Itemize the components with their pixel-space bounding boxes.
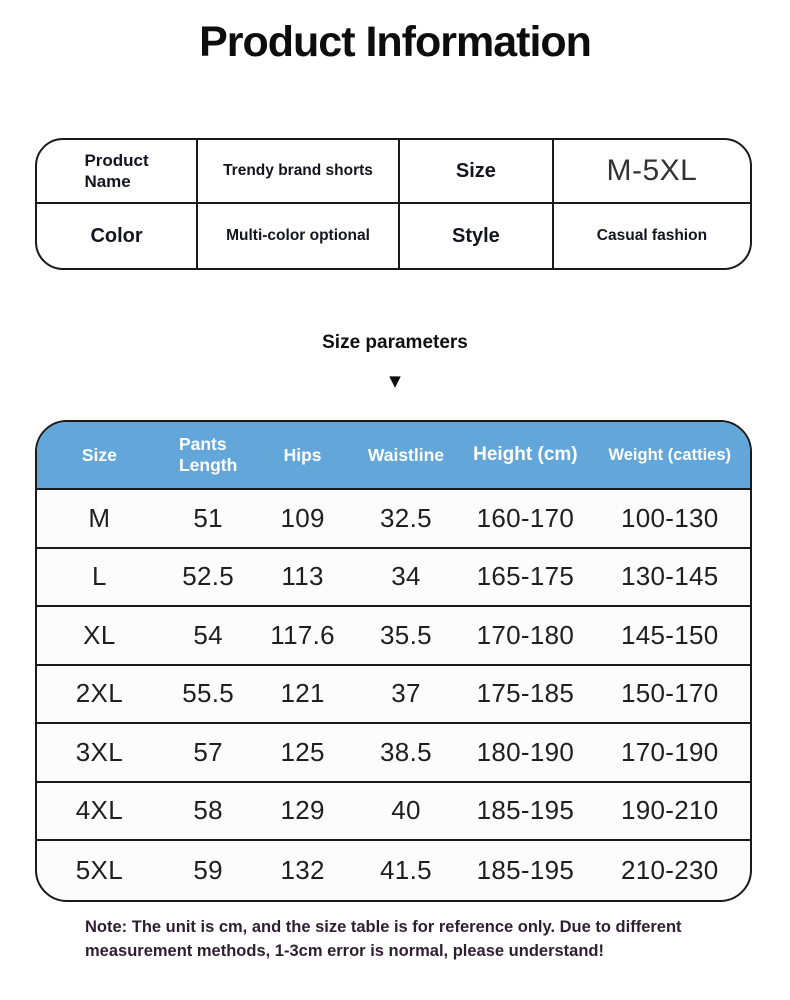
product-name-label-cell [37, 140, 198, 202]
cell-size: 3XL [75, 736, 123, 767]
cell-waistline: 34 [391, 561, 421, 592]
product-info-row [37, 140, 750, 204]
cell-hips: 117.6 [270, 619, 335, 650]
cell-height: 175-185 [476, 678, 575, 709]
col-header-pants-length-text: Pants Length [178, 434, 238, 475]
cell-hips: 113 [281, 561, 324, 592]
cell-size: M [88, 502, 111, 533]
cell-height: 185-195 [476, 854, 575, 885]
col-header-weight: Weight (catties) [608, 445, 732, 464]
cell-waistline: 38.5 [380, 736, 432, 767]
cell-pants-length: 51 [193, 502, 223, 533]
cell-hips: 129 [280, 795, 325, 826]
table-row-5xl [37, 841, 750, 900]
size-label: Size [400, 140, 554, 202]
table-row-3xl [37, 724, 750, 783]
product-name-value: Trendy brand shorts [198, 140, 400, 202]
cell-pants-length: 52.5 [182, 561, 235, 592]
col-header-hips: Hips [283, 444, 322, 465]
col-header-pants-length [162, 422, 255, 488]
cell-size: 5XL [75, 854, 123, 885]
cell-pants-length: 58 [193, 795, 223, 826]
size-table [35, 420, 752, 902]
cell-size: XL [83, 619, 116, 650]
size-table-body [37, 490, 750, 900]
table-row-xl [37, 607, 750, 666]
cell-pants-length: 54 [193, 619, 223, 650]
cell-size: 2XL [75, 678, 123, 709]
cell-weight: 130-145 [620, 561, 719, 592]
col-header-height: Height (cm) [473, 444, 578, 466]
cell-size: 4XL [75, 795, 123, 826]
cell-waistline: 40 [391, 795, 421, 826]
cell-hips: 125 [280, 736, 325, 767]
color-value: Multi-color optional [198, 204, 400, 268]
page-title: Product Information [199, 18, 591, 66]
cell-height: 160-170 [476, 502, 575, 533]
cell-pants-length: 59 [193, 854, 223, 885]
cell-pants-length: 55.5 [182, 678, 235, 709]
size-parameters-heading: Size parameters [322, 332, 468, 353]
cell-hips: 121 [280, 678, 325, 709]
style-label: Style [400, 204, 554, 268]
size-table-header [37, 422, 750, 490]
cell-height: 185-195 [476, 795, 575, 826]
size-value: M-5XL [606, 154, 698, 187]
cell-size: L [92, 561, 107, 592]
cell-weight: 210-230 [620, 854, 719, 885]
down-arrow-icon: ▼ [389, 372, 401, 390]
product-name-label: Product Name [84, 150, 149, 191]
product-info-table [35, 138, 752, 270]
note-line-1: Note: The unit is cm, and the size table is for reference only. Due to different [85, 918, 682, 936]
cell-weight: 150-170 [620, 678, 719, 709]
note-line-2: measurement methods, 1-3cm error is normal, please understand! [85, 941, 605, 960]
cell-height: 180-190 [476, 736, 575, 767]
cell-height: 165-175 [476, 561, 575, 592]
cell-waistline: 37 [391, 678, 421, 709]
cell-height: 170-180 [476, 619, 575, 650]
cell-hips: 132 [280, 854, 325, 885]
product-info-row [37, 204, 750, 268]
cell-weight: 100-130 [620, 502, 719, 533]
table-row-4xl [37, 783, 750, 842]
cell-weight: 170-190 [620, 736, 719, 767]
cell-weight: 190-210 [620, 795, 719, 826]
col-header-waistline: Waistline [367, 444, 445, 465]
cell-pants-length: 57 [193, 736, 223, 767]
cell-weight: 145-150 [620, 619, 719, 650]
cell-hips: 109 [280, 502, 325, 533]
col-header-size: Size [81, 444, 117, 465]
color-label: Color [37, 204, 198, 268]
cell-waistline: 35.5 [380, 619, 432, 650]
cell-waistline: 41.5 [380, 854, 432, 885]
note [85, 916, 745, 963]
table-row-m [37, 490, 750, 549]
table-row-l [37, 549, 750, 608]
table-row-2xl [37, 666, 750, 725]
style-value: Casual fashion [596, 227, 708, 244]
cell-waistline: 32.5 [380, 502, 432, 533]
